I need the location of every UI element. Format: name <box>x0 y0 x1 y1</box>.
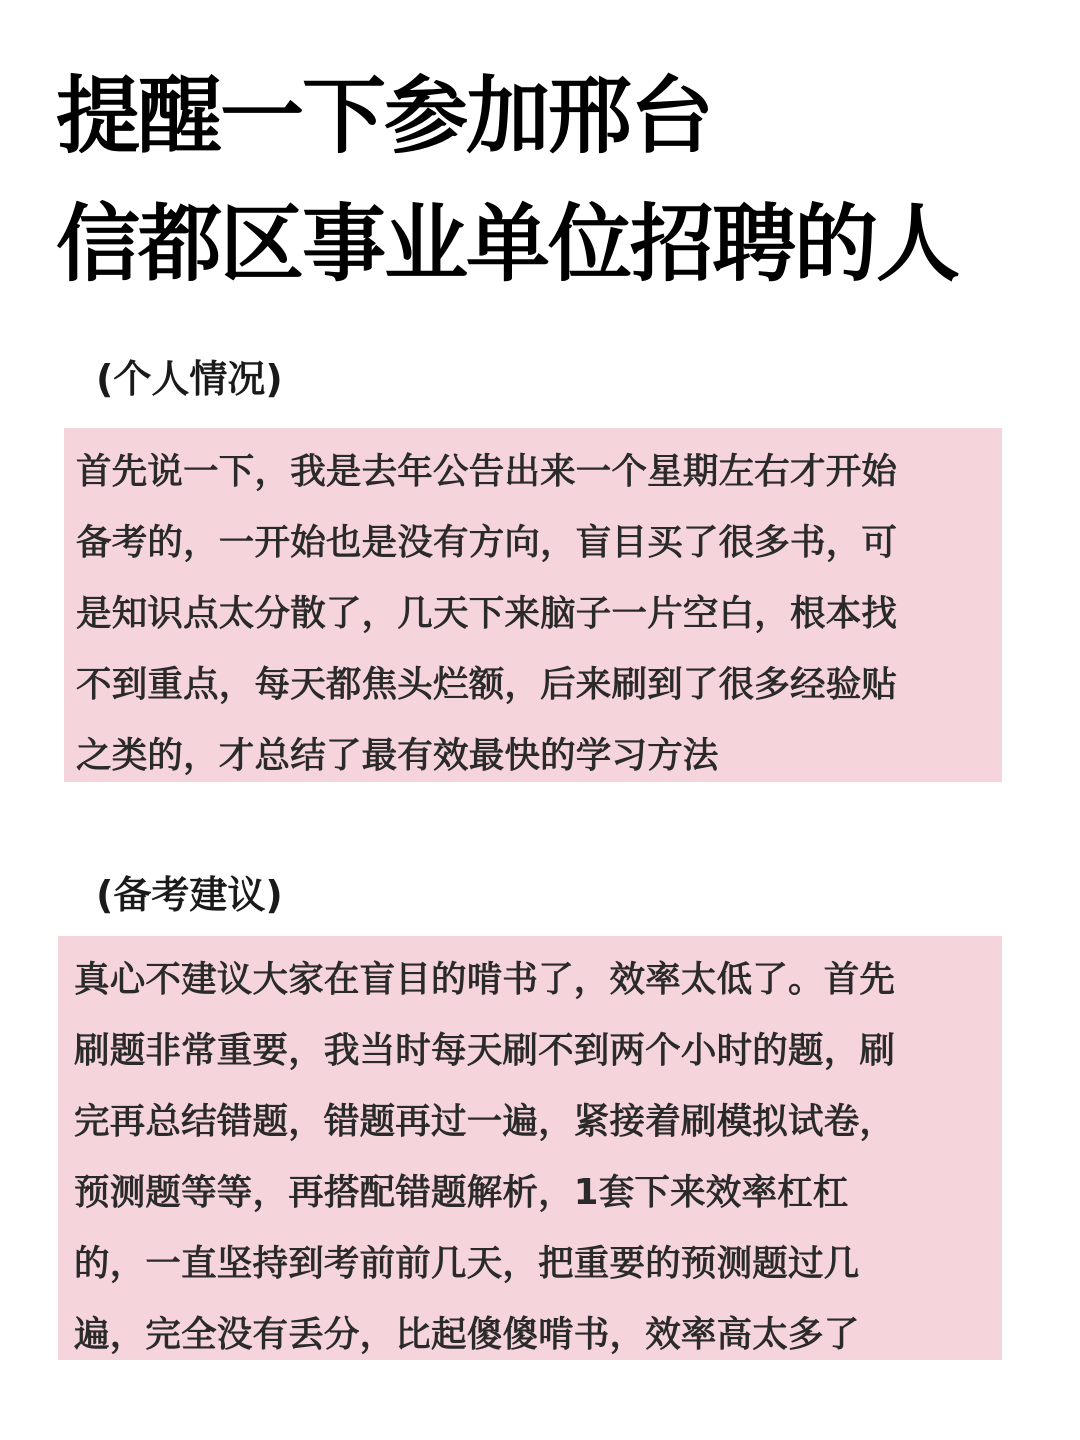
study-advice-text <box>74 944 992 1370</box>
text-line: 遍，完全没有丢分，比起傻傻啃书，效率高太多了 <box>74 1314 860 1355</box>
page-title <box>56 52 1046 308</box>
text-line: 首先说一下，我是去年公告出来一个星期左右才开始 <box>76 451 898 492</box>
section-heading-personal: (个人情况) <box>96 357 283 401</box>
text-line: 完再总结错题，错题再过一遍，紧接着刷模拟试卷， <box>74 1101 896 1142</box>
text-line: 的，一直坚持到考前前几天，把重要的预测题过几 <box>74 1243 860 1284</box>
text-line: 不到重点，每天都焦头烂额，后来刷到了很多经验贴 <box>76 664 898 705</box>
text-line: 预测题等等，再搭配错题解析，1套下来效率杠杠 <box>74 1172 849 1213</box>
text-line: 之类的，才总结了最有效最快的学习方法 <box>76 735 719 776</box>
study-advice-panel <box>58 936 1002 1360</box>
personal-situation-panel <box>64 428 1002 782</box>
personal-situation-text <box>76 436 992 791</box>
section-heading-advice: (备考建议) <box>96 873 283 917</box>
text-line: 是知识点太分散了，几天下来脑子一片空白，根本找 <box>76 593 898 634</box>
text-line: 备考的，一开始也是没有方向，盲目买了很多书，可 <box>76 522 898 563</box>
text-line: 刷题非常重要，我当时每天刷不到两个小时的题，刷 <box>74 1030 896 1071</box>
text-line: 真心不建议大家在盲目的啃书了，效率太低了。首先 <box>74 959 896 1000</box>
title-line: 提醒一下参加邢台 <box>56 67 713 165</box>
title-line: 信都区事业单位招聘的人 <box>56 195 959 293</box>
